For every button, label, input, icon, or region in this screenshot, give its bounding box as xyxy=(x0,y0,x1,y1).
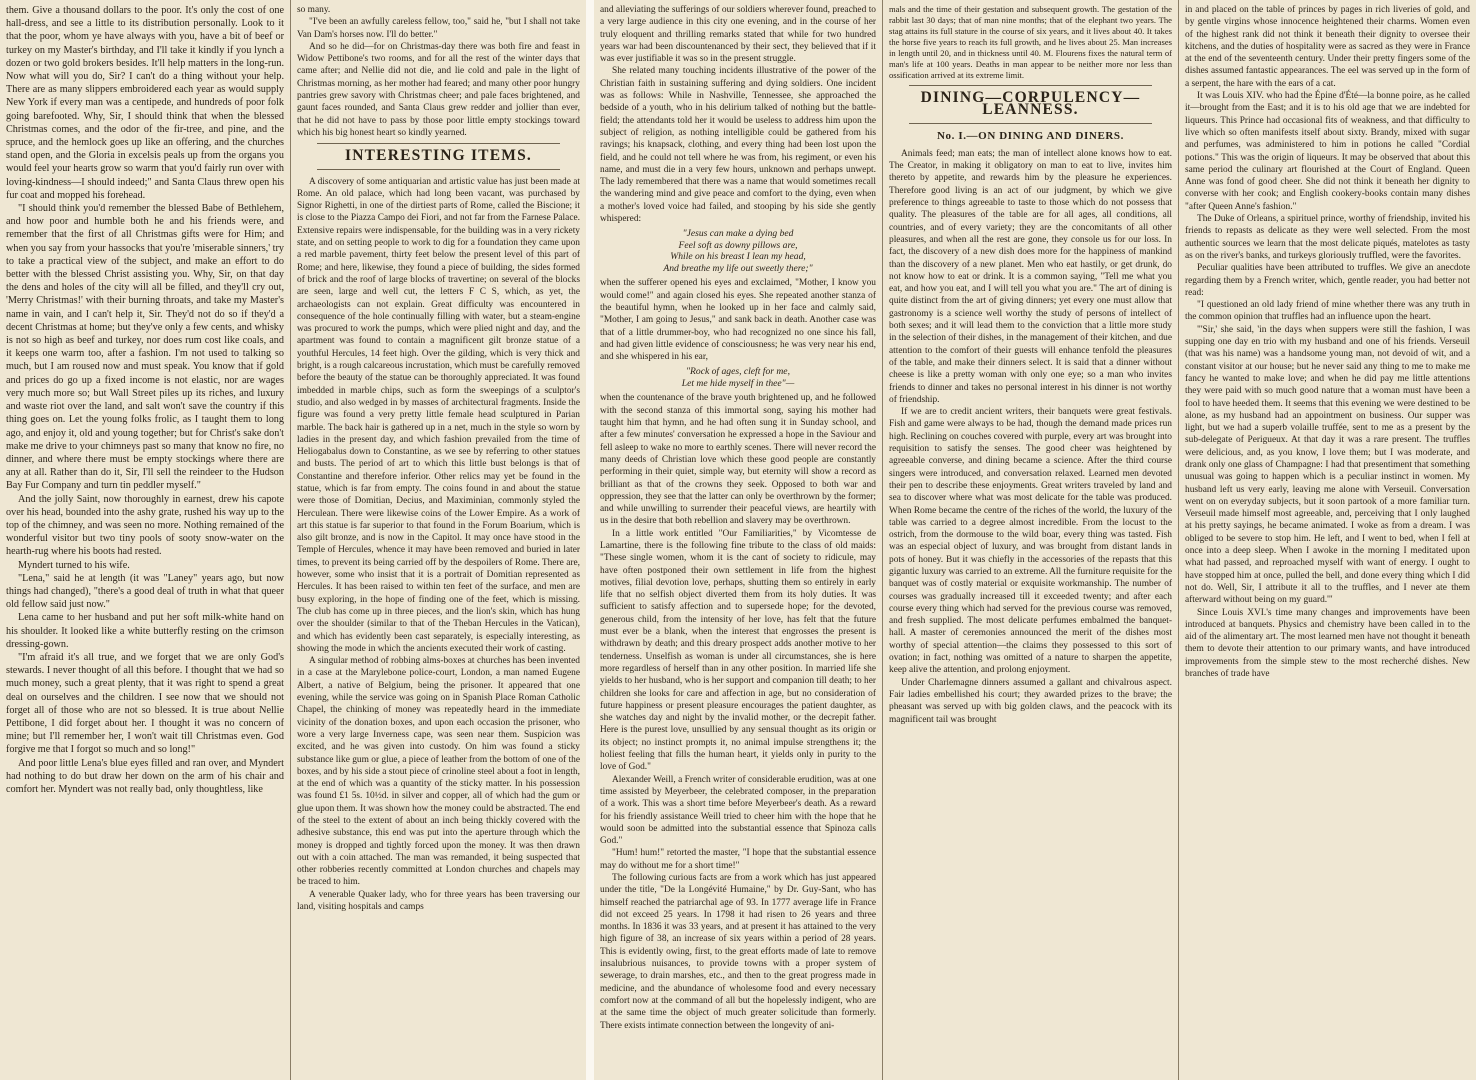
paragraph: "'Sir,' she said, 'in the days when suppers were still the fashion, I was supping one day en trio with my husband and one of his friends. Verseuil (that was his name) was a handsome young man, not devoid of wit, and a constant visitor at our house; but he never said any thing to me to make me fancy he wanted to make love; and when he did pay me little attentions they were paid with so much good nature that a woman must have been a fool to have heeded them. It seems that this evening we were destined to be alone, as my husband had an appointment on business. Our supper was light, but we had a superb volaille truffée, sent to me as a present by the sub-delegate of Perigueux. At that day it was a rare present. The truffles were delicious, and, as you know, I love them; but I was moderate, and drank only one glass of Champagne: I had that presentiment that something unusual was going to happen which is a peculiar instinct in women. My husband left us very early, leaving me alone with Verseuil. Conversation went on on everyday subjects, but it soon partook of a more familiar turn. Verseuil made himself most agreeable, and, perceiving that I only laughed at his pretty sayings, he became animated. I woke as from a dream. I was obliged to be severe to stop him. He left, and I went to bed, when I fell at once into a deep sleep. When I awoke in the morning I meditated upon what had passed, and reproached myself with want of energy. I ought to have stopped him at once, pulled the bell, and done every thing which I did not do. Well, Sir, I attribute it all to the truffles, and I never ate them afterward without being on my guard.'" xyxy=(1185,324,1470,606)
section-heading-interesting-items: INTERESTING ITEMS. xyxy=(345,147,532,165)
paragraph: and alleviating the sufferings of our soldiers wherever found, preached to a very large audience in this city one evening, and in the course of her truly eloquent and thrilling remarks stated that while for two hundred years war had been discountenanced by their sect, they believed that if it was ever justifiable it was so in the present struggle. xyxy=(600,5,876,65)
verse-line: Feel soft as downy pillows are, xyxy=(678,239,798,251)
paragraph: mals and the time of their gestation and subsequent growth. The gestation of the rabbit last 30 days; that of man nine months; that of the elephant two years. The stag attains its full stature in the course of six years, and it lives about 40. It takes the horse five years to reach its full growth, and he lives about 25. Man increases in length until 20, and in thickness until 40. M. Flourens fixes the natural term of man's life at 100 years. Deaths in man appear to be neither more nor less than ossification arrived at its extreme limit. xyxy=(889,4,1172,80)
column-2 xyxy=(291,0,586,1080)
section-divider xyxy=(909,85,1152,86)
paragraph: And the jolly Saint, now thoroughly in earnest, drew his capote over his head, bounded into the ashy grate, rushed his way up to the top of the chimney, and was seen no more. Nothing remained of the wonderful visitor but two tiny pools of sooty snow-water on the hearth-rug where his boots had rested. xyxy=(6,493,284,558)
paragraph: when the sufferer opened his eyes and exclaimed, "Mother, I know you would come!" and again closed his eyes. She repeated another stanza of the beautiful hymn, when he looked up in her face and calmly said, "Mother, I am going to Jesus," and sank back in death. Another case was that of a little drummer-boy, who had recognized no one since his fall, and had given little evidence of consciousness; he was very near his end, and she whispered in his ear, xyxy=(600,278,876,363)
section-divider xyxy=(909,123,1152,124)
paragraph: Alexander Weill, a French writer of considerable erudition, was at one time assisted by Meyerbeer, the celebrated composer, in the preparation of a work. This was a short time before Meyerbeer's death. As a reward for his friendly assistance Weill tried to cheer him with the hope that he would soon be admitted into the substantial essence that Spinoza calls God." xyxy=(600,774,876,847)
paragraph: in and placed on the table of princes by pages in rich liveries of gold, and by gentle virgins whose innocence heightened their charms. Women even of the highest rank did not think it beneath their dignity to oversee their kitchens, and the duties of hospitality were as sacred as they were in France at the end of the seventeenth century. Under their pretty fingers some of the dishes assumed fantastic appearances. The eel was served up in the form of a serpent, the hare with the ears of a cat. xyxy=(1185,5,1470,89)
hymn-quote xyxy=(600,228,876,274)
column-5 xyxy=(1179,0,1476,1080)
paragraph: "I questioned an old lady friend of mine whether there was any truth in the common opinion that truffles had an influence upon the heart. xyxy=(1185,300,1470,323)
hymn-quote xyxy=(600,366,876,389)
paragraph: If we are to credit ancient writers, their banquets were great festivals. Fish and game were always to be had, though the demand made prices run high. Reclining on couches covered with purple, every art was brought into requisition to satisfy the senses. The good cheer was heightened by agreeable converse, and dining became a science. After the third course singers were introduced, and conversation relaxed. Learned men devoted their pen to describe these enjoyments. Great writers traveled by land and sea to discover where what was most delicate for the table was produced. When Rome became the centre of the riches of the world, the luxury of the table was carried to a degree almost incredible. From the locust to the ostrich, from the dormouse to the wild boar, every thing was tasted. Fish was an especial object of luxury, and was brought from distant lands in pots of honey. But it was chiefly in the accessories of the repasts that this gigantic luxury was carried to an extreme. All the furniture requisite for the banquet was of costly material or exquisite workmanship. The number of courses was gradually increased till it exceeded twenty; and after each course every thing which had served for the previous course was removed, and fresh supplied. The most delicate perfumes embalmed the banquet-hall. A master of ceremonies announced the merit of the dishes most worthy of special attention—the claims they possessed to this sort of ovation; in fact, nothing was omitted of a nature to sharpen the appetite, keep alive the attention, and prolong enjoyment. xyxy=(889,407,1172,676)
page-gutter xyxy=(586,0,594,1080)
verse-line: "Jesus can make a dying bed xyxy=(682,228,794,240)
paragraph: Myndert turned to his wife. xyxy=(18,559,130,571)
paragraph: Animals feed; man eats; the man of intellect alone knows how to eat. The Creator, in making it obligatory on man to eat to live, invites him thereto by appetite, and rewards him by the pleasure he experiences. Therefore good living is an act of our judgment, by which we give preference to things agreeable to taste to those which do not possess that quality. The pleasures of the table are for all ages, all conditions, all countries, and of every variety; they are the concomitants of all other pleasures, and when all the rest are gone, they console us for our loss. In fact, the discovery of a new dish does more for the happiness of mankind than the discovery of a new planet. Men who eat hastily, or get drunk, do not know how to eat or drink. It is a common saying, "Tell me what you eat, and how you eat, and I will tell you what you are." The art of dining is quite distinct from the art of giving dinners; yet every one must allow that gastronomy is a science well worthy the study of persons of intellect of both sexes; and it will lead them to the conviction that a little more study in the selection of their dishes, in the management of their kitchen, and due attention to the comfort of their guests will enhance tenfold the pleasures of the table, and make their dinners select. It is said that a dinner without cheese is like a pretty woman with only one eye; so a man who invites friends to dinner and takes no personal interest in his dinner is not worthy of friendship. xyxy=(889,148,1172,405)
paragraph: A venerable Quaker lady, who for three years has been traversing our land, visiting hospitals and camps xyxy=(297,889,580,913)
verse-line: And breathe my life out sweetly there;" xyxy=(663,262,813,274)
article-subheading: No. I.—ON DINING AND DINERS. xyxy=(936,129,1124,142)
paragraph: "I should think you'd remember the blessed Babe of Bethlehem, and how poor and humble both he and his friends were, and remember that the first of all Christmas gifts were for Him; and when you say from your hassocks that you're 'miserable sinners,' try to take a practical view of the subject, and make an effort to do better with the blessed Christ assisting you. Why, Sir, on that day the dens and holes of the city will all be filled, and they'll cry out, 'Merry Christmas!' with their burning throats, and take my Master's name in vain, and I can't help it, Sir. They'd not do so if they'd a decent Christmas at home; but they've only a few cents, and whisky is not so high as beef and turkey, nor does rum cost like coals, and it keeps one warm too, after a fashion. I'm not used to talking so much, but I am roused now and must speak. You know that if gold and prices do go up a fixed income is not elastic, nor are wages very much more so; but Wall Street piles up its riches, and luxury and waste riot over the land, and salt won't save the country if this thing goes on. Let the young folks frolic, as I taught them to long ago, and enjoy it, old and young together; but for Christ's sake don't make me drive to your chimneys past so many that know no fire, no dinner, and where there must be empty stockings where there are any at all. Rather than do it, Sir, I'll sell the reindeer to the Hudson Bay Fur Company and turn tin peddler myself." xyxy=(6,203,284,492)
section-divider xyxy=(317,143,560,144)
paragraph: so many. xyxy=(297,5,331,15)
paragraph: Under Charlemagne dinners assumed a gallant and chivalrous aspect. Fair ladies embellished his court; they awarded prizes to the brave; the pheasant was served up with big golden claws, and the peacock with its magnificent tail was brought xyxy=(889,677,1172,725)
paragraph: "Hum! hum!" retorted the master, "I hope that the substantial essence may do without me for a short time!" xyxy=(600,848,876,871)
verse-line: Let me hide myself in thee"— xyxy=(681,377,795,389)
paragraph: The Duke of Orleans, a spirituel prince, worthy of friendship, invited his friends to repasts as delicate as they were well selected. From the most authentic sources we learn that the most delicate piqués, matelotes as tasty as on the river's banks, and turkeys gloriously truffled, were the favorites. xyxy=(1185,214,1470,261)
paragraph: Peculiar qualities have been attributed to truffles. We give an anecdote regarding them by a French writer, which, gentle reader, you had better not read: xyxy=(1185,263,1470,298)
paragraph: She related many touching incidents illustrative of the power of the Christian faith in sustaining suffering and dying soldiers. One incident was as follows: While in Nashville, Tennessee, she approached the bedside of a youth, who in his delirium talked of nothing but the battle-field; the attendants told her it would be useless to address him upon the subject of religion, as nothing intelligible could be gathered from his ravings; his knapsack, clothing, and every thing had been lost upon the field, and he could not tell where he was from, his regiment, or even his name, and must die in a very few hours, unknown and perhaps unwept. The lady remembered that there was a name that would sometimes recall the wandering mind and give peace and comfort to the dying, even when a mother's loved voice had failed, and stooping by his side she gently whispered: xyxy=(600,66,876,225)
paragraph: them. Give a thousand dollars to the poor. It's only the cost of one hall-dress, and see a little to its distribution personally. Look to it that the poor, whom ye have always with you, have a bit of beef or turkey on my Master's birthday, and I'll take it kindly if you lynch a dozen or two gold brokers besides. It'll help matters in the long-run. Now what will you do, Sir? I can't do a thing without your help. There are as many slippers embroidered each year as would supply New York if every man was a centipede, and hundreds of poor folk going barefooted. Why, Sir, I should think that when the blessed Christmas comes, and the odor of the fir-tree, and pine, and the spruce, and the hemlock goes up like an offering, and the churches stand open, and the Gloria in excelsis peals up from the organs you would feel your hearts grow so warm that you'd fairly run over with loving-kindness—I should indeed;" and Santa Claus threw open his fur coat and mopped his forehead. xyxy=(6,5,284,201)
column-3 xyxy=(594,0,882,1080)
paragraph: A discovery of some antiquarian and artistic value has just been made at Rome. An old palace, which had long been vacant, was purchased by Signor Righetti, in one of the dirtiest parts of Rome, called the Biscione; it is close to the Piazza Campo dei Fiori, and not far from the Farnese Palace. Extensive repairs were indispensable, for the building was in a very rickety state, and on setting people to work to dig for a foundation they came upon a red marble pavement, thirty feet below the present level of this part of Rome; and here, likewise, they found a piece of building, the sides formed of brick and the roof of large blocks of travertine; on several of the blocks are seen, large and well cut, the letters F C S, which, as yet, the archaeologists can not explain. Great difficulty was encountered in consequence of the hole continually filling with water, but a steam-engine was procured to work the pumps, which were plied night and day, and the apartment was found to contain a magnificent gilt bronze statue of a youthful Hercules, 14 feet high. Over the gilding, which is very thick and bright, is a rough calcareous incrustation, which must be carefully removed before the beauty of the statue can be thoroughly appreciated. It was found imbedded in marble chips, such as form the sweepings of a sculptor's studio, and also wedged in by masses of architectural fragments. Inside the figure was found a very pretty little female head sculptured in Parian marble. The back hair is gathered up in a net, much in the style so worn by ladies in the present day, and which fashion prevailed from the time of Heliogabalus down to Constantine, as we see by referring to other statues and busts. The period of art to which this little bust belongs is that of Constantine and therefore inferior. Other relics may yet be found in the statue, which is far from empty. The coins found in and about the statue were those of Domitian, Decius, and Maximinian, commonly styled the Herculean. There were likewise coins of the Lower Empire. As a work of art this statue is far superior to that found in the Forum Boarium, which is also gilt bronze, and is now in the Capitol. It may once have stood in the Temple of Hercules, whence it may have been removed and buried in later times, to prevent its being carried off by the despoilers of Rome. There are, however, some who insist that it is a portrait of Domitian represented as Hercules. It has been raised to within ten feet of the surface, and men are busy exploring, in the hope of finding one of the feet, which is missing. The club has come up in three pieces, and the lion's skin, which has hung over the shoulder (similar to that of the Theban Hercules in the Vatican), and which has evidently been cast separately, is especially interesting, as showing the mode in which the ancients executed their work of casting. xyxy=(297,176,580,654)
section-divider xyxy=(317,169,560,170)
paragraph: "I've been an awfully careless fellow, too," said he, "but I shall not take Van Dam's horses now. I'll do better." xyxy=(297,17,580,40)
column-4 xyxy=(883,0,1178,1080)
paragraph: Since Louis XVI.'s time many changes and improvements have been introduced at banquets. Physics and chemistry have been called in to the aid of the alimentary art. The most learned men have not thought it beneath them to devote their attention to our primary wants, and have introduced improvements from the simple stew to the most recherché dishes. New branches of trade have xyxy=(1185,607,1470,680)
article-heading-dining: DINING—CORPULENCY—LEANNESS. xyxy=(920,89,1141,119)
paragraph: "Lena," said he at length (it was "Laney" years ago, but now things had changed), "there's a good deal of truth in what that queer old fellow said just now." xyxy=(6,572,284,611)
verse-line: While on his breast I lean my head, xyxy=(670,251,806,263)
verse-line: "Rock of ages, cleft for me, xyxy=(686,366,790,378)
paragraph: And poor little Lena's blue eyes filled and ran over, and Myndert had nothing to do but draw her down on the arm of his chair and comfort her. Myndert was not really bad, only thoughtless, like xyxy=(6,757,284,795)
paragraph: Lena came to her husband and put her soft milk-white hand on his shoulder. It looked like a white butterfly resting on the crimson dressing-gown. xyxy=(6,612,284,650)
column-1 xyxy=(0,0,290,1080)
paragraph: The following curious facts are from a work which has just appeared under the title, "De la Longévité Humaine," by Dr. Guy-Sant, who has himself reached the patriarchal age of 93. In 1777 average life in France did not exceed 25 years. In 1798 it had risen to 26 years and three months. In 1836 it was 33 years, and at present it has attained to the very high figure of 38, an increase of six years within a period of 28 years. This is evidently owing, first, to the great efforts made of late to remove insalubrious nuisances, to provide towns with a proper system of sewerage, to drain marshes, etc., and then to the great progress made in medicine, and the abundance of wholesome food and every necessary comfort now at the command of all but the hopelessly indigent, who are at the same time the object of much greater solicitude than formerly. There exists intimate connection between the longevity of ani- xyxy=(600,873,876,1031)
paragraph: A singular method of robbing alms-boxes at churches has been invented in a case at the Marylebone police-court, London, a man named Eugene Albert, a native of Belgium, being the prisoner. It appeared that one evening, while the service was going on in Spanish Place Roman Catholic Chapel, the chinking of money was repeatedly heard in the immediate vicinity of the donation boxes, and upon each occasion the prisoner, who wore a very large Inverness cape, was seen near them. Suspicion was excited, and he was given into custody. On him was found a sticky substance like gum or glue, a piece of leather from the bottom of one of the boxes, and by his side a stout piece of crinoline steel about a foot in length, at the end of which was a quantity of the sticky matter. In his possession was found £1 5s. 10½d. in silver and copper, all of which had the gum or glue upon them. It was shown how the money could be abstracted. The end of the steel to the extent of about an inch being thickly covered with the adhesive substance, this end was put into the aperture through which the money is dropped and tightly forced upon the money. It was then drawn out with a coin attached. The man was remanded, it being suspected that other robberies recently committed at London churches and chapels may be traced to him. xyxy=(297,656,580,888)
paragraph: "I'm afraid it's all true, and we forget that we are only God's stewards. I never thought of all this before. I thought that we had so much money, such a great plenty, that it was right to spend a great deal on ourselves and the children. I see now that we should not forget all of those who are not so blessed. It is true about Nellie Pettibone, I did forget about her. I thought it was no concern of mine; but I'll remember her, I won't wait till Christmas even. God forgive me that I forgot so much and so long!" xyxy=(6,651,284,756)
paragraph: In a little work entitled "Our Familiarities," by Vicomtesse de Lamartine, there is the following fine tribute to the class of old maids: "These single women, whom it is the cant of society to ridicule, may have often postponed their own settlement in life from the highest motives, filial devotion love, perhaps, shutting them so entirely in early life that no selfish object diverted them from its holy duties. It was sufficient to satisfy affection and to supersede hope; for the devoted, generous child, from the intensity of her love, has felt that the future must ever be a blank, when the interest that engrosses the present is withdrawn by death; and this dreary prospect adds another motive to her tenderness. Unselfish as woman is under all circumstances, she is here more regardless of herself than in any other position. In married life she yields to her husband, who is her support and companion till death; to her children she looks for care and affection in age, but no consideration of future happiness or present pleasure encourages the patient daughter, as she watches day and night by the invalid mother, or the decrepit father. Here is the purest love, unsullied by any sensual thought as its origin or its object; no instinct prompts it, no animal impulse strengthens it; the holiest feeling that fills the human heart, it yields only in purity to the love of God." xyxy=(600,528,876,773)
paragraph: It was Louis XIV. who had the Épine d'Été—la bonne poire, as he called it—brought from the East; and it is to his old age that we are indebted for liqueurs. This Prince had occasional fits of weakness, and that difficulty to live which so often manifests itself about sixty. Brandy, mixed with sugar and perfumes, was administered to him in potions he called "Cordial potions." This was the origin of liqueurs. It may be observed that about this same period the culinary art flourished at the Court of England. Queen Anne was fond of good cheer. She did not think it beneath her dignity to converse with her cook; and English cookery-books contain many dishes "after Queen Anne's fashion." xyxy=(1185,91,1470,212)
paragraph: And so he did—for on Christmas-day there was both fire and feast in Widow Pettibone's two rooms, and for all the rest of the winter days that came after; and Nellie did not die, and lie cold and pale in the light of Christmas morning, as her mother had feared; and many other poor hungry pantries grew savory with Christmas cheer; and pale faces brightened, and gaunt faces rounded, and Santa Claus grew redder and jollier than ever, that he did not have to pass by those poor little empty stockings toward which his big honest heart so kindly yearned. xyxy=(297,41,580,138)
paragraph: when the countenance of the brave youth brightened up, and he followed with the second stanza of this immortal song, saying his mother had taught him that hymn, and he had often sung it in Sunday school, and after a few minutes' conversation he expressed a hope in the Saviour and fell asleep to wake no more to earthly scenes. There will never record the many deeds of Christian love which these good people are constantly performing in their quiet, simple way, but eternity will show a record as brilliant as that of the crowns they seek. Opposed to both war and oppression, they see that the latter can only be overthrown by the former; and while unwilling to surrender their peaceful views, are heartily with us in the desire that both rebellion and slavery may be overthrown. xyxy=(600,393,876,527)
